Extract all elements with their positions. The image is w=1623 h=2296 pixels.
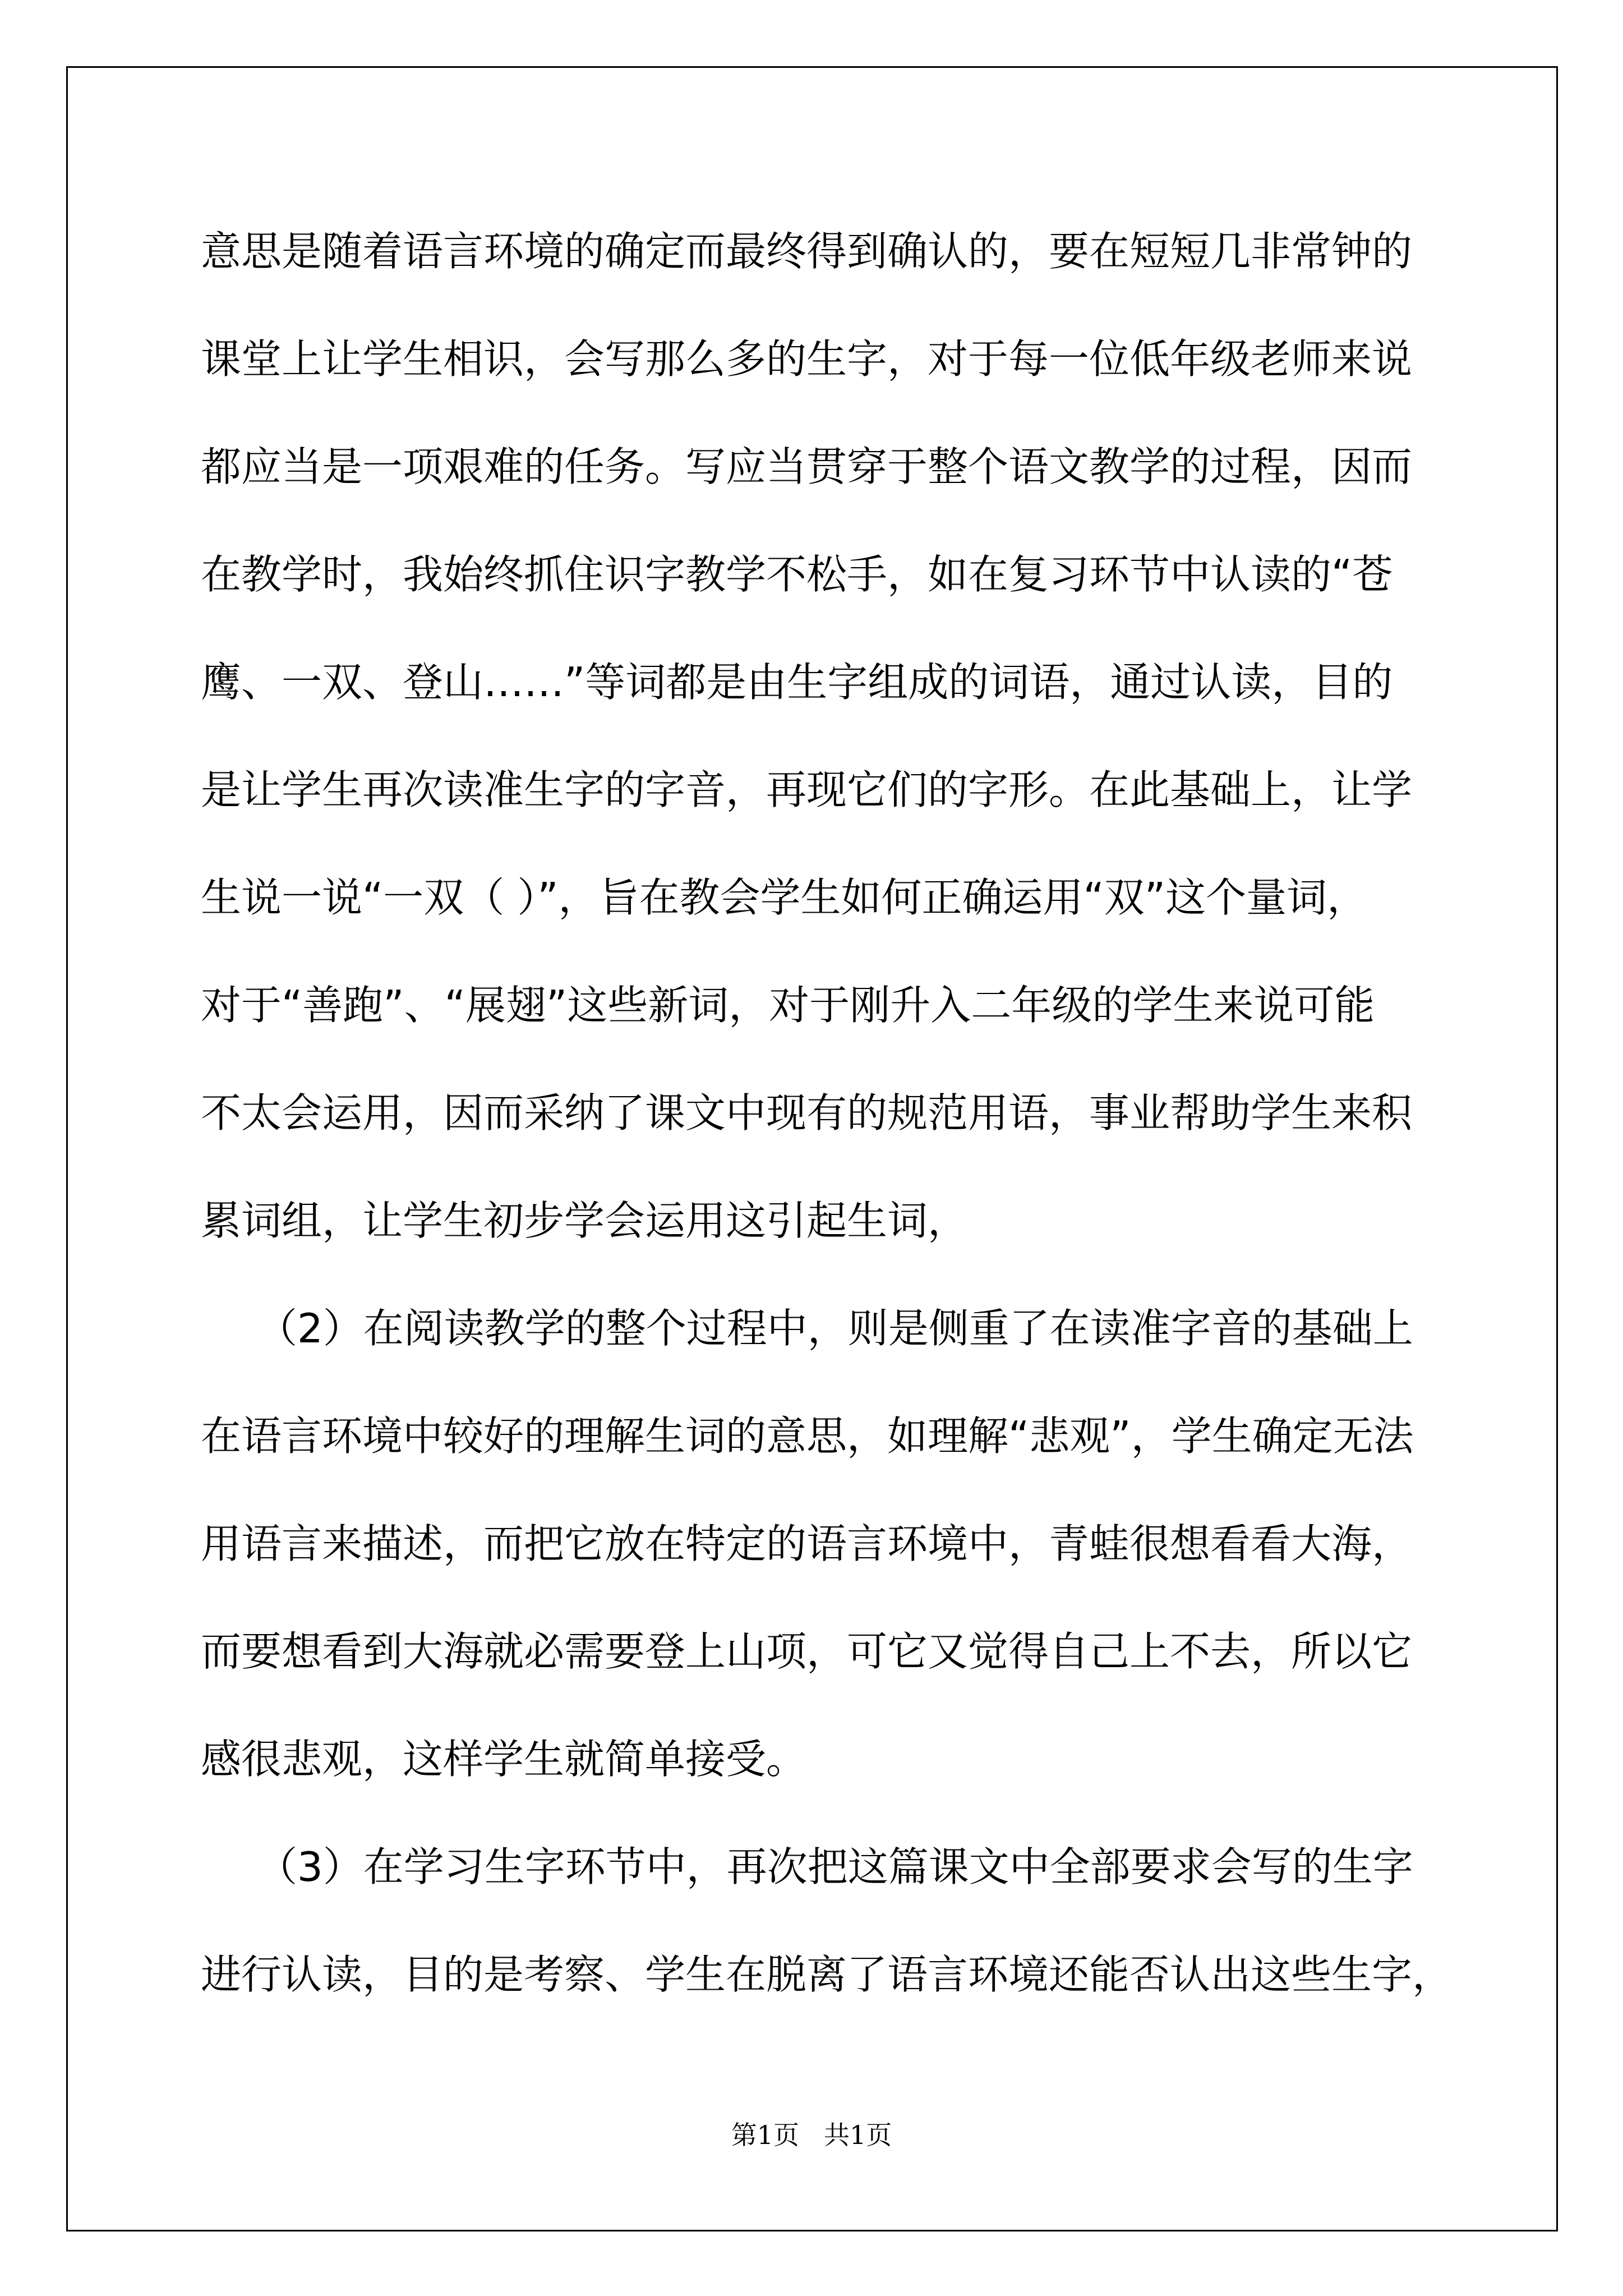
- text-line: 鹰、一双、登山……”等词都是由生字组成的词语，通过认读，目的: [201, 659, 1393, 706]
- text-line: 感很悲观，这样学生就简单接受。: [201, 1736, 807, 1783]
- text-line: 累词组，让学生初步学会运用这引起生词，: [201, 1197, 969, 1244]
- text-line: 对于“善跑”、“展翅”这些新词，对于刚升入二年级的学生来说可能: [201, 982, 1375, 1029]
- text-line: 而要想看到大海就必需要登上山项，可它又觉得自己上不去，所以它: [201, 1628, 1413, 1675]
- page-total: 共1页: [824, 2120, 892, 2150]
- text-line: 不太会运用，因而采纳了课文中现有的规范用语，事业帮助学生来积: [201, 1089, 1413, 1137]
- text-line: 都应当是一项艰难的任务。写应当贯穿于整个语文教学的过程，因而: [201, 443, 1413, 490]
- text-line: 课堂上让学生相识，会写那么多的生字，对于每一位低年级老师来说: [201, 335, 1413, 383]
- text-line: 生说一说“一双（ ）”，旨在教会学生如何正确运用“双”这个量词，: [201, 874, 1368, 921]
- page-footer: [0, 2118, 1623, 2152]
- paragraph-start-line: （3）在学习生字环节中，再次把这篇课文中全部要求会写的生字: [257, 1843, 1413, 1890]
- text-line: 进行认读，目的是考察、学生在脱离了语言环境还能否认出这些生字，: [201, 1951, 1453, 1998]
- page-number: 第1页: [731, 2120, 799, 2150]
- text-line: 用语言来描述，而把它放在特定的语言环境中，青蛙很想看看大海，: [201, 1520, 1413, 1567]
- text-line: 是让学生再次读准生字的字音，再现它们的字形。在此基础上，让学: [201, 766, 1413, 813]
- page-frame: [66, 66, 1558, 2231]
- text-line: 意思是随着语言环境的确定而最终得到确认的，要在短短几非常钟的: [201, 228, 1413, 275]
- paragraph-start-line: （2）在阅读教学的整个过程中，则是侧重了在读准字音的基础上: [257, 1305, 1413, 1352]
- text-line: 在语言环境中较好的理解生词的意思，如理解“悲观”，学生确定无法: [201, 1412, 1414, 1460]
- text-line: 在教学时，我始终抓住识字教学不松手，如在复习环节中认读的“苍: [201, 551, 1393, 598]
